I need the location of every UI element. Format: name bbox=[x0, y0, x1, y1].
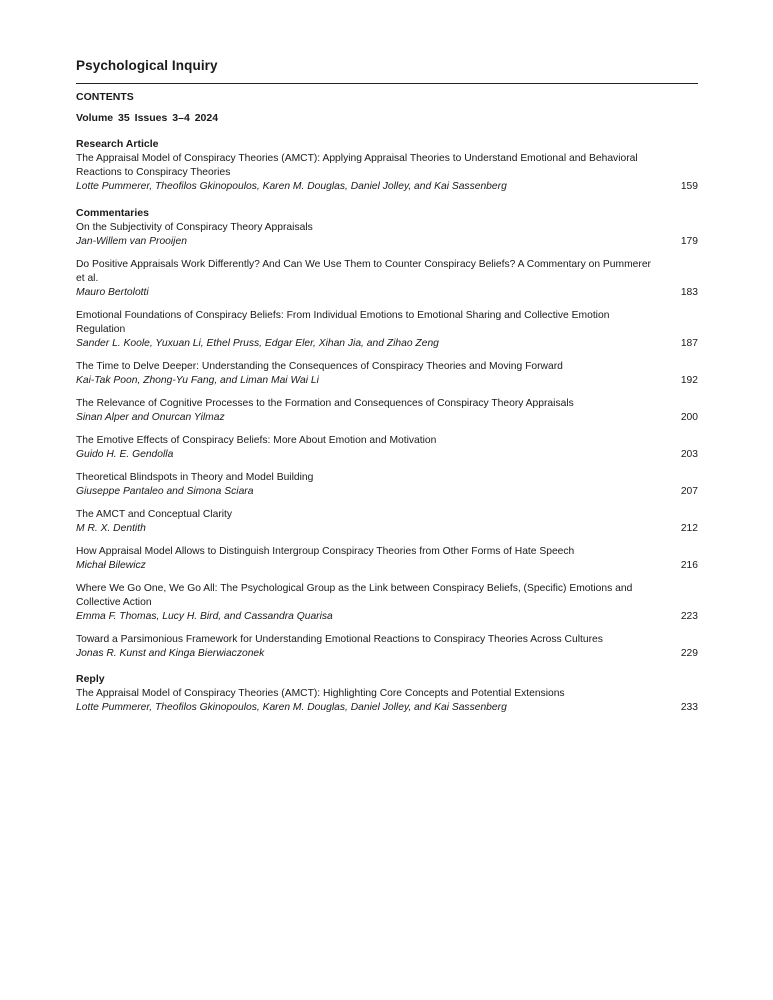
page-number: 207 bbox=[680, 486, 698, 497]
header-rule bbox=[76, 83, 698, 84]
toc-entry[interactable] bbox=[76, 309, 698, 351]
article-authors: Sinan Alper and Onurcan Yilmaz bbox=[76, 412, 225, 423]
page-number: 179 bbox=[680, 236, 698, 247]
toc-entry[interactable] bbox=[76, 687, 698, 715]
article-authors: Lotte Pummerer, Theofilos Gkinopoulos, Karen M. Douglas, Daniel Jolley, and Kai Sassenberg bbox=[76, 702, 507, 713]
page-number: 212 bbox=[680, 523, 698, 534]
article-authors: Lotte Pummerer, Theofilos Gkinopoulos, Karen M. Douglas, Daniel Jolley, and Kai Sassenberg bbox=[76, 181, 507, 192]
entry-list bbox=[76, 687, 698, 715]
article-title[interactable]: Theoretical Blindspots in Theory and Model Building bbox=[76, 472, 314, 483]
article-authors: Michał Bilewicz bbox=[76, 560, 146, 571]
page-number: 233 bbox=[680, 702, 698, 713]
section-heading: Commentaries bbox=[76, 207, 149, 219]
toc-entry[interactable] bbox=[76, 152, 698, 194]
toc-entry[interactable] bbox=[76, 434, 698, 462]
entry-list bbox=[76, 152, 698, 194]
toc-entry[interactable] bbox=[76, 582, 698, 624]
section-heading: Research Article bbox=[76, 138, 159, 150]
section-heading: Reply bbox=[76, 673, 105, 685]
entry-list bbox=[76, 221, 698, 661]
article-title[interactable]: Do Positive Appraisals Work Differently? And Can We Use Them to Counter Conspiracy Beliefs? A Commentary on Pummerer et al. bbox=[76, 259, 651, 284]
page-number: 187 bbox=[680, 338, 698, 349]
toc-entry[interactable] bbox=[76, 508, 698, 536]
page-number: 229 bbox=[680, 648, 698, 659]
page-number: 192 bbox=[680, 375, 698, 386]
article-title[interactable]: The Time to Delve Deeper: Understanding the Consequences of Conspiracy Theories and Moving Forward bbox=[76, 361, 563, 372]
article-title[interactable]: The Appraisal Model of Conspiracy Theories (AMCT): Highlighting Core Concepts and Potential Extensions bbox=[76, 688, 565, 699]
page-number: 159 bbox=[680, 181, 698, 192]
article-authors: Giuseppe Pantaleo and Simona Sciara bbox=[76, 486, 254, 497]
toc-entry[interactable] bbox=[76, 633, 698, 661]
page-number: 203 bbox=[680, 449, 698, 460]
toc-section bbox=[76, 137, 698, 194]
toc-sections bbox=[76, 137, 698, 715]
article-title[interactable]: Toward a Parsimonious Framework for Understanding Emotional Reactions to Conspiracy Theories Across Cultures bbox=[76, 634, 603, 645]
toc-entry[interactable] bbox=[76, 545, 698, 573]
article-title[interactable]: The AMCT and Conceptual Clarity bbox=[76, 509, 233, 520]
article-authors: Jonas R. Kunst and Kinga Bierwiaczonek bbox=[76, 648, 265, 659]
article-authors: Sander L. Koole, Yuxuan Li, Ethel Pruss, Edgar Eler, Xihan Jia, and Zihao Zeng bbox=[76, 338, 439, 349]
volume-issue-line: Volume 35 Issues 3–4 2024 bbox=[76, 112, 219, 124]
article-title[interactable]: The Emotive Effects of Conspiracy Beliefs: More About Emotion and Motivation bbox=[76, 435, 437, 446]
contents-heading: CONTENTS bbox=[76, 91, 134, 103]
toc-entry[interactable] bbox=[76, 221, 698, 249]
article-authors: Kai-Tak Poon, Zhong-Yu Fang, and Liman Mai Wai Li bbox=[76, 375, 319, 386]
article-authors: Emma F. Thomas, Lucy H. Bird, and Cassandra Quarisa bbox=[76, 611, 333, 622]
page-number: 223 bbox=[680, 611, 698, 622]
article-title[interactable]: How Appraisal Model Allows to Distinguish Intergroup Conspiracy Theories from Other Forms of Hate Speech bbox=[76, 546, 575, 557]
toc-section bbox=[76, 672, 698, 715]
article-title[interactable]: The Relevance of Cognitive Processes to the Formation and Consequences of Conspiracy Theory Appraisals bbox=[76, 398, 574, 409]
article-title[interactable]: The Appraisal Model of Conspiracy Theories (AMCT): Applying Appraisal Theories to Understand Emotional and Behavioral Reactions to Conspiracy Theories bbox=[76, 153, 638, 178]
toc-entry[interactable] bbox=[76, 360, 698, 388]
toc-entry[interactable] bbox=[76, 471, 698, 499]
toc-entry[interactable] bbox=[76, 258, 698, 300]
toc-section bbox=[76, 206, 698, 661]
article-authors: M R. X. Dentith bbox=[76, 523, 146, 534]
article-title[interactable]: Emotional Foundations of Conspiracy Beliefs: From Individual Emotions to Emotional Sharing and Collective Emotion Regulation bbox=[76, 310, 610, 335]
page-number: 183 bbox=[680, 287, 698, 298]
article-title[interactable]: On the Subjectivity of Conspiracy Theory Appraisals bbox=[76, 222, 313, 233]
page-number: 216 bbox=[680, 560, 698, 571]
toc-entry[interactable] bbox=[76, 397, 698, 425]
article-authors: Jan-Willem van Prooijen bbox=[76, 236, 187, 247]
article-authors: Mauro Bertolotti bbox=[76, 287, 149, 298]
journal-title: Psychological Inquiry bbox=[76, 58, 218, 73]
contents-page bbox=[76, 58, 698, 724]
article-title[interactable]: Where We Go One, We Go All: The Psychological Group as the Link between Conspiracy Beliefs, (Specific) Emotions and Collective Action bbox=[76, 583, 633, 608]
page-number: 200 bbox=[680, 412, 698, 423]
article-authors: Guido H. E. Gendolla bbox=[76, 449, 174, 460]
